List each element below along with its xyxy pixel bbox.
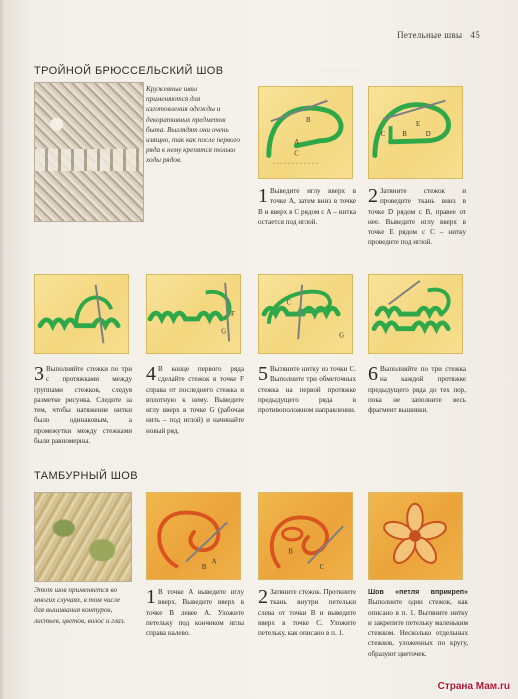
detached-chain-illustration	[368, 492, 463, 580]
svg-text:B: B	[288, 548, 293, 556]
step2-illustration	[368, 86, 463, 179]
chain-step1-illustration	[146, 492, 241, 580]
label-c: C	[294, 150, 299, 158]
svg-text:E: E	[415, 121, 421, 129]
svg-text:B: B	[402, 130, 407, 138]
step1-diagram	[259, 87, 352, 178]
svg-text:C: C	[286, 299, 292, 307]
section-title-brussels: ТРОЙНОЙ БРЮССЕЛЬСКИЙ ШОВ	[34, 65, 224, 77]
step5-illustration	[258, 274, 353, 354]
svg-text:B: B	[201, 564, 207, 572]
step4-text: 4 В конце первого ряда сделайте стежок в точке F справа от последнего стежка и вплотную к нему. Выведите иглу вверх в точке G (рабочая нить – под иглой) и начинайте новый ряд.	[146, 363, 244, 435]
chain-step1-text: 1 В точке А выведите иглу вверх. Выведите вверх в точке В левее А. Уложите петельку под кончиком иглы справа налево.	[146, 586, 244, 638]
lace-photo-note: Кружевные швы применяются для изготовления одежды и декоративных предметов быта. Выглядят они очень изящно, так как после первого ряда к нему крепятся только ходы рядов.	[146, 85, 240, 165]
step5-text: 5 Вытяните нитку из точки С. Выполните три обметочных стежка на первой протяжке предыдущего ряда в противоположном направлении.	[258, 363, 356, 415]
running-header	[397, 30, 480, 40]
label-a: A	[294, 138, 300, 146]
step3-text: 3 Выполняйте стежки по три с протяжками между группами стежков, следуя разметке рисунка. Следите за тем, чтобы натяжение нитки было одинаковым, а промежутки между стежками были равномерны.	[34, 363, 132, 446]
variant-text: Выполните один стежок, как описано в п. 1. Вытяните нитку и закрепите петельку маленьким стежком. Несколько отдельных стежков, уложенных по кругу, образуют цветочек.	[368, 598, 468, 658]
page-number: 45	[470, 30, 480, 40]
chain-step2-text: 2 Затяните стежок. Проткните ткань внутри петельки слева от точки В и выведите вверх в точке С. Уложите петельку, как описано в п. 1.	[258, 586, 356, 638]
step2-text: 2 Затяните стежок и проведите ткань вниз в точке D рядом с В, правее от нее. Выведите иглу вверх в точке Е рядом с С – нитку проведите под иглой.	[368, 185, 466, 247]
chain-stitch-photo	[34, 492, 132, 582]
header-title: Петельные швы	[397, 30, 463, 40]
page-gutter	[0, 0, 6, 699]
step1-text: 1 Выведите иглу вверх в точке А, затем вниз в точке В и вверх в С рядом с А – нитка остается под иглой.	[258, 185, 356, 226]
site-watermark: Страна Мам.ru	[437, 681, 510, 692]
svg-text:D: D	[425, 130, 431, 138]
svg-text:C: C	[319, 564, 325, 572]
lace-photo	[34, 82, 144, 222]
svg-text:A: A	[211, 558, 217, 566]
chain-photo-note: Этот шов применяется во многих случаях, в том числе для вышивания контуров, листьев, цветов, волос и глаз.	[34, 586, 126, 625]
step4-illustration	[146, 274, 241, 354]
variant-title: Шов «петля вприкреп»	[368, 588, 468, 596]
section-title-chain: ТАМБУРНЫЙ ШОВ	[34, 470, 138, 482]
svg-text:G: G	[339, 332, 345, 340]
svg-text:G: G	[221, 328, 227, 336]
label-b: B	[305, 117, 311, 125]
svg-text:F: F	[231, 310, 235, 318]
step6-illustration	[368, 274, 463, 354]
step1-illustration	[258, 86, 353, 179]
svg-text:C: C	[380, 130, 386, 138]
step6-text: 6 Выполняйте по три стежка на каждой протяжке предыдущего ряда до тех пор, пока не заполните весь фрагмент вышивки.	[368, 363, 466, 415]
detached-chain-text	[368, 587, 468, 659]
step3-illustration	[34, 274, 129, 354]
bleed-through-text: · · · · · · · · · · ·	[320, 69, 362, 76]
chain-step2-illustration	[258, 492, 353, 580]
